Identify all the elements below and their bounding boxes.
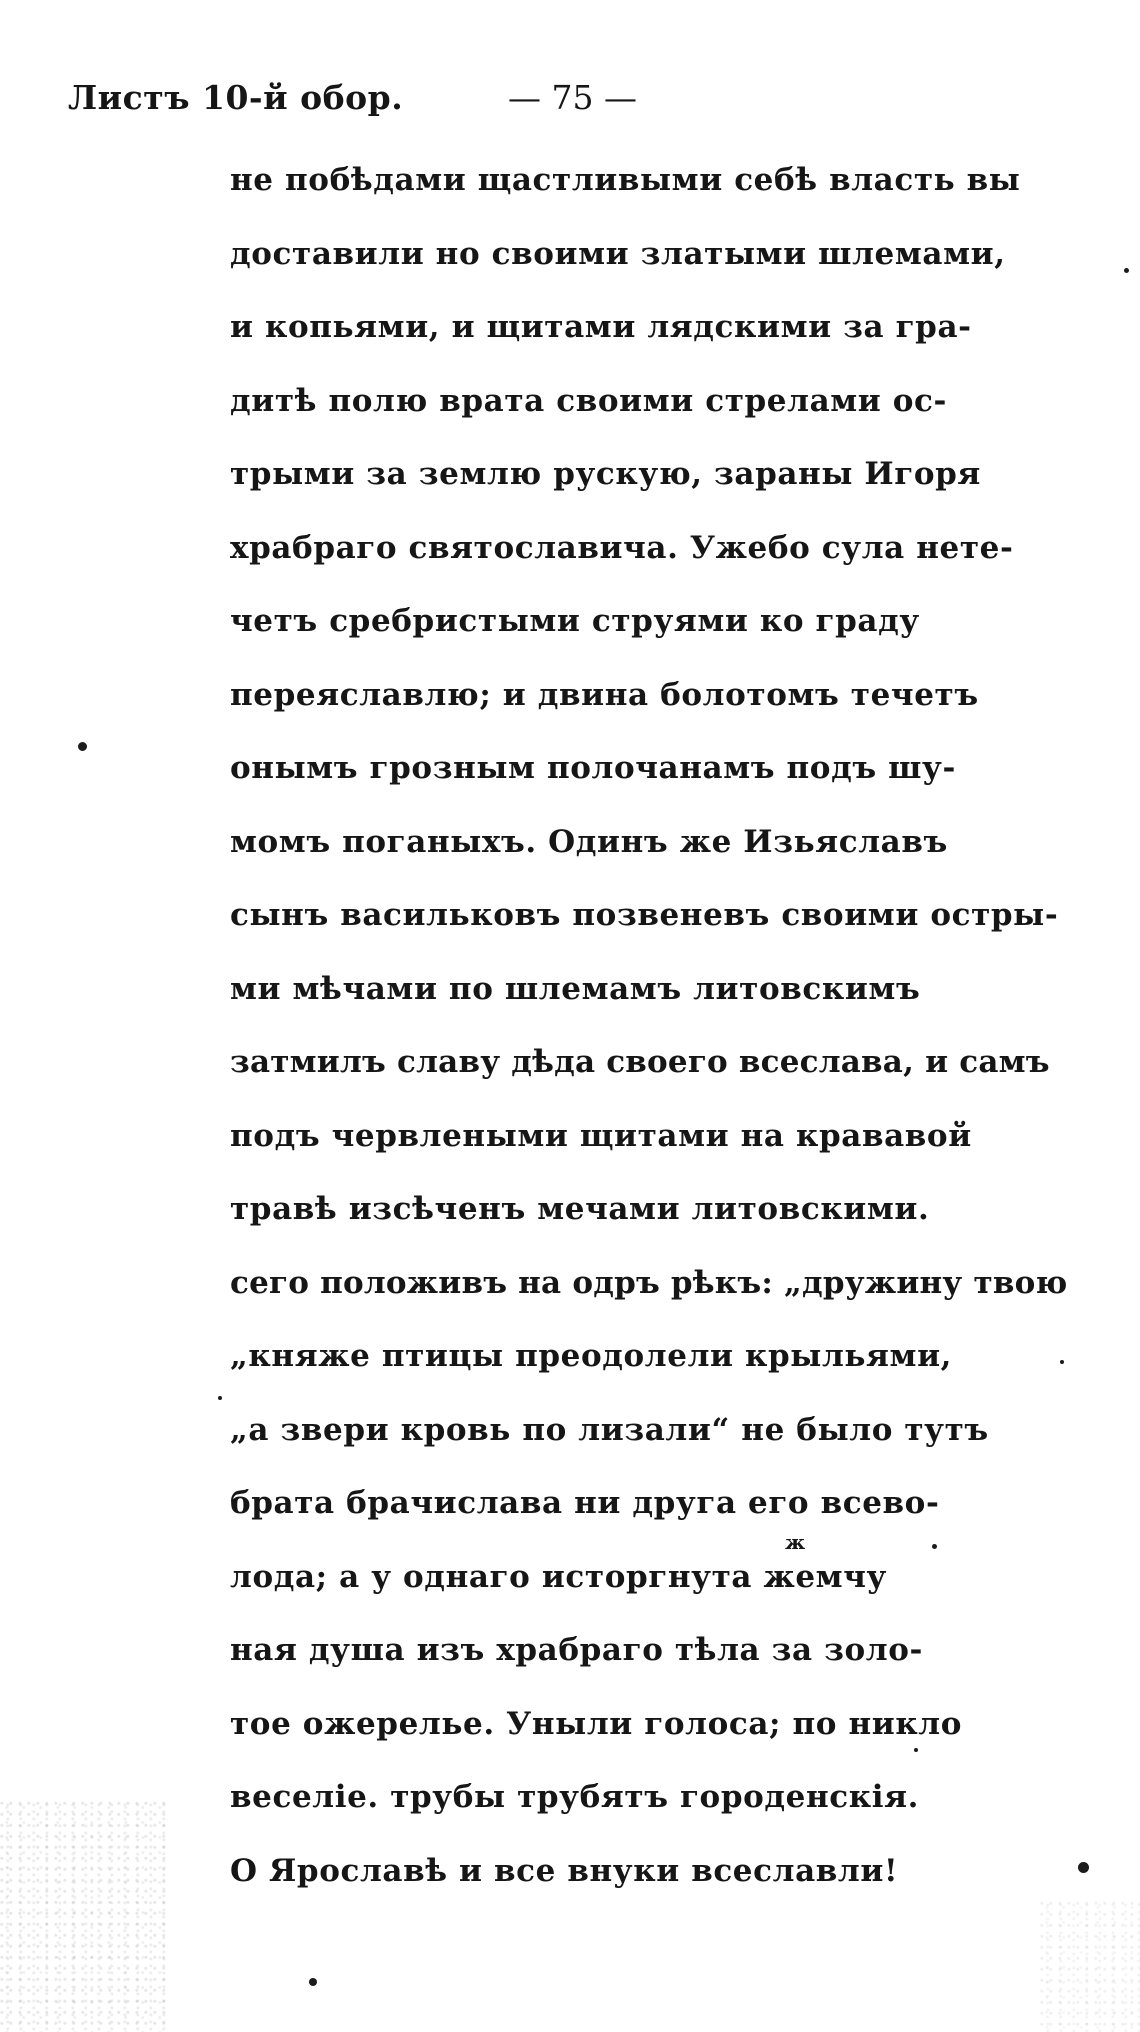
text-line: затмилъ славу дѣда своего всеслава, и самъ bbox=[230, 1044, 1050, 1080]
text-line: ная душа изъ храбраго тѣла за золо- bbox=[230, 1632, 923, 1668]
text-line: не побѣдами щастливыми себѣ власть вы bbox=[230, 162, 1021, 198]
text-line: травѣ изсѣченъ мечами литовскими. bbox=[230, 1191, 930, 1227]
ink-speck bbox=[932, 1544, 937, 1549]
text-line: веселіе. трубы трубятъ городенскія. bbox=[230, 1779, 919, 1815]
text-line: „а звери кровь по лизали“ не было тутъ bbox=[230, 1411, 989, 1448]
body-text bbox=[230, 160, 1110, 1924]
text-line: подъ червлеными щитами на крававой bbox=[230, 1117, 972, 1154]
text-line: „княже птицы преодолели крыльями, bbox=[230, 1338, 953, 1374]
text-line: сего положивъ на одръ рѣкъ: „дружину твою bbox=[230, 1264, 1068, 1301]
text-line: брата брачислава ни друга его всево- bbox=[230, 1485, 940, 1521]
ink-speck bbox=[309, 1978, 317, 1986]
text-line: трыми за землю рускую, зараны Игоря bbox=[230, 456, 981, 492]
text-line: онымъ грозным полочанамъ подъ шу- bbox=[230, 750, 956, 786]
text-line: четъ сребристыми струями ко граду bbox=[230, 603, 920, 639]
text-line: лода; а у однаго исторгнута жемчу bbox=[230, 1558, 887, 1595]
sheet-label: Листъ 10-й обор. bbox=[68, 78, 404, 117]
text-line: дитѣ полю врата своими стрелами ос- bbox=[230, 382, 948, 419]
text-line: ми мѣчами по шлемамъ литовскимъ bbox=[230, 970, 921, 1007]
ink-speck bbox=[78, 742, 87, 751]
text-line: переяславлю; и двина болотомъ течетъ bbox=[230, 676, 979, 713]
ink-speck bbox=[1060, 1360, 1064, 1364]
ink-speck bbox=[914, 1748, 918, 1752]
paper-grain bbox=[1040, 1900, 1140, 2032]
ink-speck bbox=[218, 1396, 222, 1400]
text-line: храбраго святославича. Ужебо сула нете- bbox=[230, 529, 1014, 566]
text-line: и копьями, и щитами лядскими за гра- bbox=[230, 309, 972, 345]
page-number: — 75 — bbox=[508, 78, 637, 117]
paper-grain bbox=[0, 1800, 170, 2032]
insertion-mark: ж bbox=[785, 1530, 806, 1554]
ink-speck bbox=[1078, 1862, 1089, 1873]
text-line: сынъ васильковъ позвеневъ своими остры- bbox=[230, 897, 1059, 933]
text-line: момъ поганыхъ. Одинъ же Изьяславъ bbox=[230, 823, 948, 860]
ink-speck bbox=[1124, 268, 1129, 273]
page-header bbox=[68, 78, 1068, 128]
text-line: тое ожерелье. Уныли голоса; по никло bbox=[230, 1705, 963, 1742]
text-line: О Ярославѣ и все внуки всеславли! bbox=[230, 1852, 899, 1889]
text-line: доставили но своими златыми шлемами, bbox=[230, 235, 1006, 272]
